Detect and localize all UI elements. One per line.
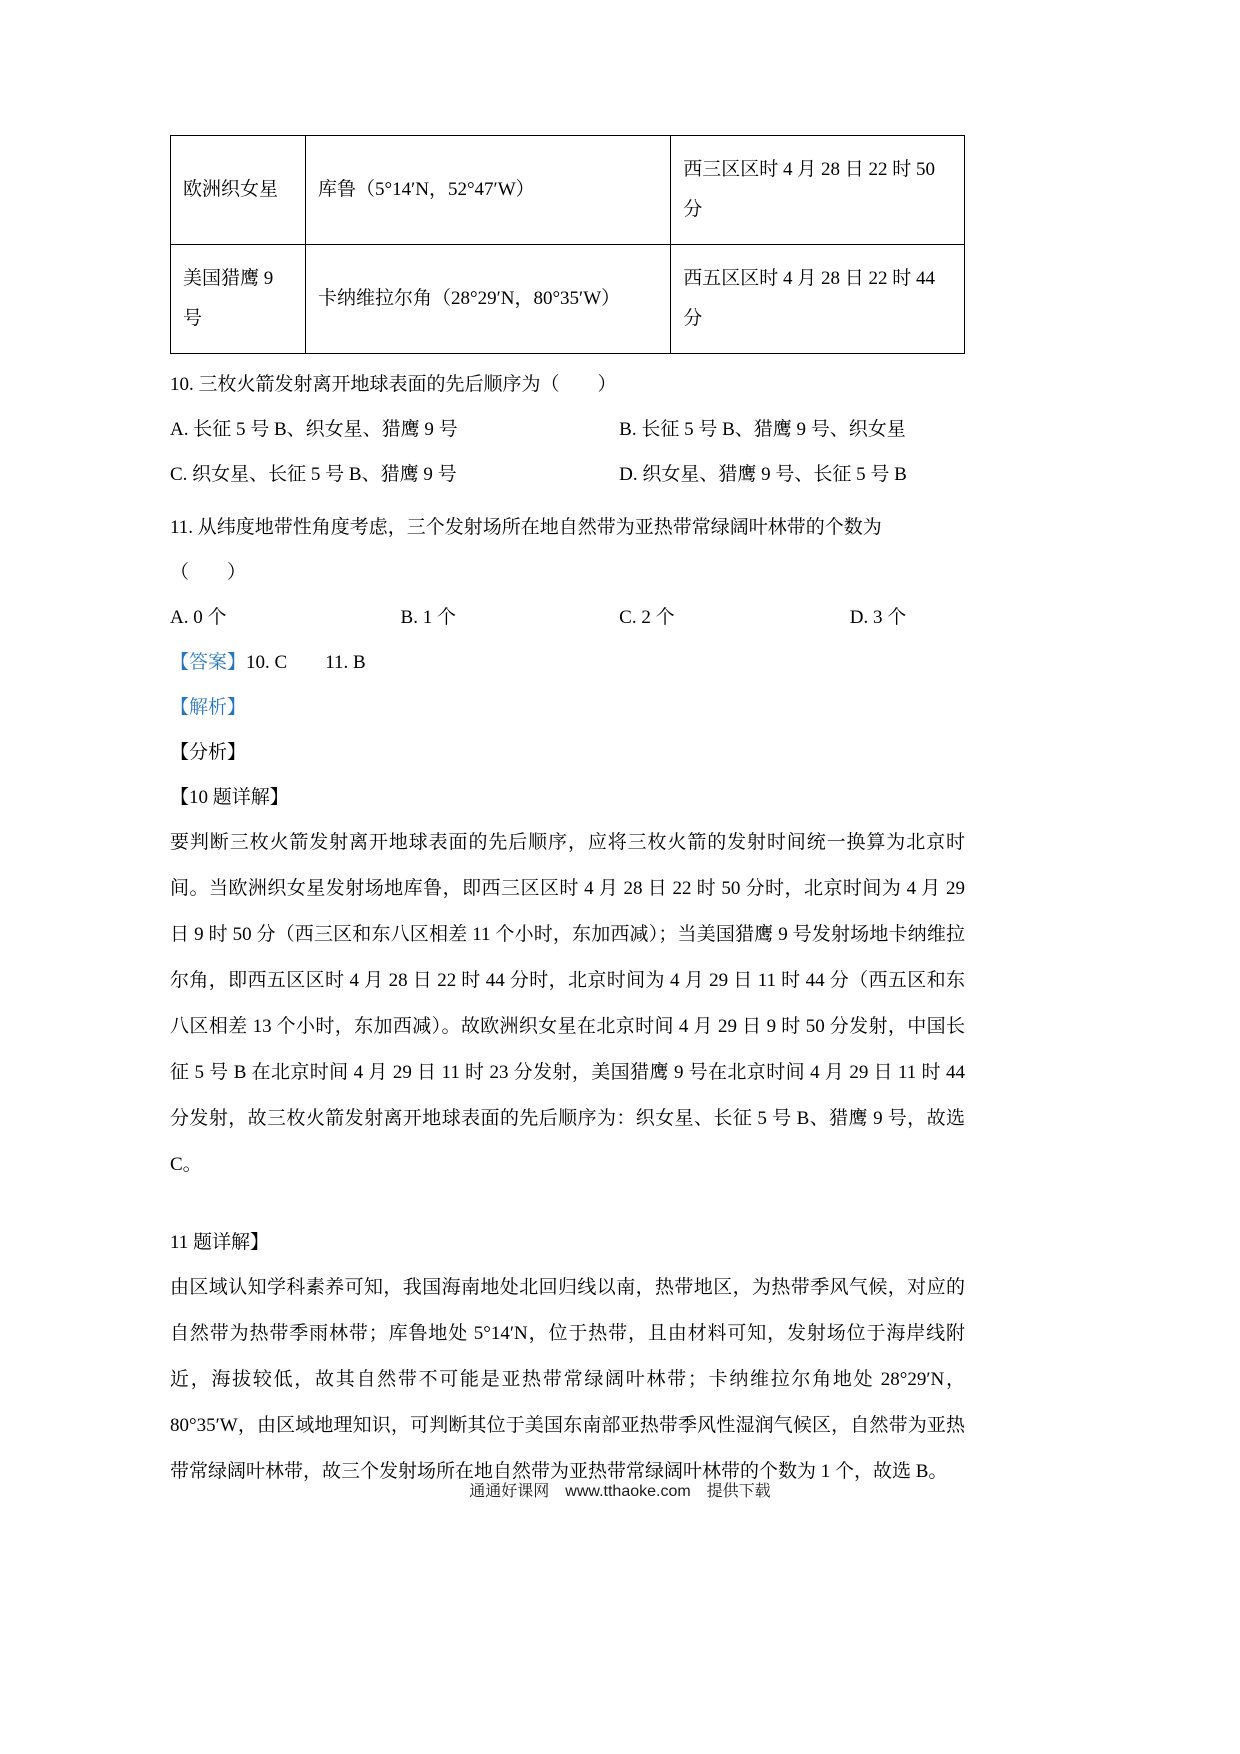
cell-launch-time: 西五区区时 4 月 28 日 22 时 44 分 [671,244,965,353]
cell-rocket-name: 欧洲织女星 [171,136,306,245]
option-11-b: B. 1 个 [400,606,456,628]
question-11-options-row [170,595,965,640]
cell-launch-site: 卡纳维拉尔角（28°29′N，80°35′W） [305,244,670,353]
cell-rocket-name: 美国猎鹰 9 号 [171,244,306,353]
question-11-stem: 11. 从纬度地带性角度考虑，三个发射场所在地自然带为亚热带常绿阔叶林带的个数为 [170,516,882,538]
option-11-a: A. 0 个 [170,606,227,628]
question-11-stem-continuation: （ ） [170,561,247,583]
table-row-vega [171,136,965,245]
analysis-label: 【分析】 [170,741,247,763]
option-10-a: A. 长征 5 号 B、织女星、猎鹰 9 号 [170,418,458,440]
question-10-options-row-1 [170,407,965,452]
detail-10-heading: 【10 题详解】 [170,786,289,808]
answer-line [170,640,965,685]
question-10-options-row-2 [170,452,965,497]
option-10-b: B. 长征 5 号 B、猎鹰 9 号、织女星 [619,418,906,440]
option-11-d: D. 3 个 [849,606,907,628]
detail-11-paragraph: 由区域认知学科素养可知，我国海南地处北回归线以南，热带地区，为热带季风气候，对应的自然带为热带季雨林带；库鲁地处 5°14′N，位于热带，且由材料可知，发射场位于海岸线附近，海拔较低，故其自然带不可能是亚热带常绿阔叶林带；卡纳维拉尔角地处 28°29′N，80°35′W，由区域地理知识，可判断其位于美国东南部亚热带季风性湿润气候区，自然带为亚热带常绿阔叶林带，故三个发射场所在地自然带为亚热带常绿阔叶林带的个数为 1 个，故选 B。 [170,1276,965,1482]
option-10-d: D. 织女星、猎鹰 9 号、长征 5 号 B [619,463,907,485]
option-11-c: C. 2 个 [619,606,675,628]
detail-10-paragraph: 要判断三枚火箭发射离开地球表面的先后顺序，应将三枚火箭的发射时间统一换算为北京时间。当欧洲织女星发射场地库鲁，即西三区区时 4 月 28 日 22 时 50 分时，北京时间为 4 月 29 日 9 时 50 分（西三区和东八区相差 11 个小时，东加西减）；当美国猎鹰 9 号发射场地卡纳维拉尔角，即西五区区时 4 月 28 日 22 时 44 分时，北京时间为 4 月 29 日 11 时 44 分（西五区和东八区相差 13 个小时，东加西减）。故欧洲织女星在北京时间 4 月 29 日 9 时 50 分发射，中国长征 5 号 B 在北京时间 4 月 29 日 11 时 23 分发射，美国猎鹰 9 号在北京时间 4 月 29 日 11 时 44 分发射，故三枚火箭发射离开地球表面的先后顺序为：织女星、长征 5 号 B、猎鹰 9 号，故选 C。 [170,831,965,1175]
answer-label: 【答案】 [170,651,247,673]
launch-sites-table [170,135,965,354]
page-footer: 通通好课网 www.tthaoke.com 提供下载 [469,1483,771,1500]
cell-launch-time: 西三区区时 4 月 28 日 22 时 50 分 [671,136,965,245]
option-10-c: C. 织女星、长征 5 号 B、猎鹰 9 号 [170,463,457,485]
detail-11-heading: 11 题详解】 [170,1231,270,1253]
answer-text: 10. C 11. B [246,651,366,673]
cell-launch-site: 库鲁（5°14′N，52°47′W） [305,136,670,245]
question-10-stem: 10. 三枚火箭发射离开地球表面的先后顺序为（ ） [170,373,617,395]
explanation-label: 【解析】 [170,696,247,718]
table-row-falcon9 [171,244,965,353]
